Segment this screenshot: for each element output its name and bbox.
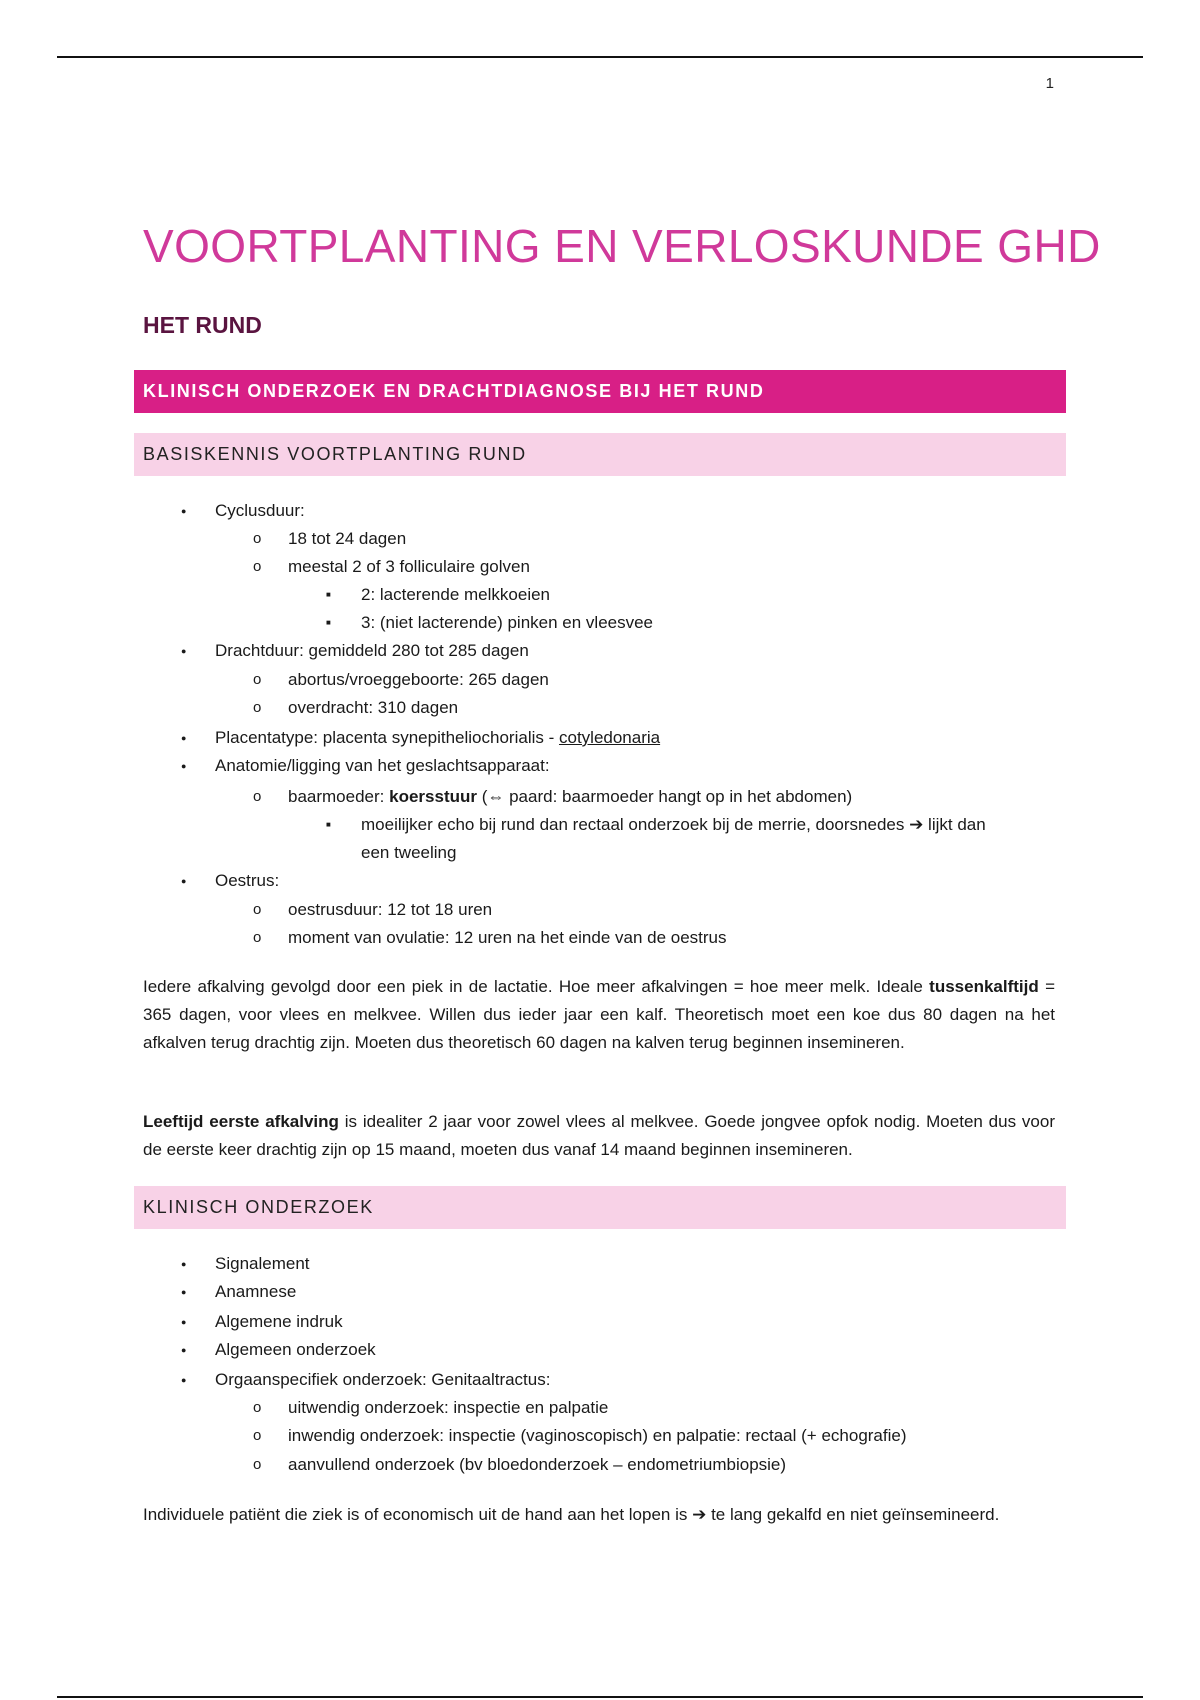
list-item-wave-3: ■ 3: (niet lacterende) pinken en vleesvee [361, 613, 653, 633]
header-rule [57, 56, 1143, 58]
paragraph-closing [143, 1501, 1055, 1529]
arrow-right-icon: ➔ [909, 815, 924, 834]
subsection-heading-basiskennis: BASISKENNIS VOORTPLANTING RUND [134, 433, 1066, 476]
list-item-abortus: o abortus/vroeggeboorte: 265 dagen [288, 670, 549, 690]
list-item-anatomie: ● Anatomie/ligging van het geslachtsapparaat: [215, 756, 550, 776]
para2-bold: Leeftijd eerste afkalving [143, 1112, 339, 1131]
list-item-aanvullend: o aanvullend onderzoek (bv bloedonderzoek – endometriumbiopsie) [288, 1455, 786, 1475]
list-item-algemene-indruk: ● Algemene indruk [215, 1312, 343, 1332]
baarmoeder-bold: koersstuur [389, 787, 477, 806]
document-title: VOORTPLANTING EN VERLOSKUNDE GHD [143, 220, 1101, 272]
list-item-algemeen-onderzoek: ● Algemeen onderzoek [215, 1340, 376, 1360]
para2-text: is idealiter 2 jaar voor zowel vlees al melkvee. Goede jongvee opfok nodig. Moeten dus voor de eerste keer drachtig zijn op 15 maand, moeten dus vanaf 14 maand beginnen insemineren. [143, 1112, 1055, 1159]
arrow-right-icon: ➔ [692, 1505, 707, 1524]
placenta-underlined: cotyledonaria [558, 728, 661, 747]
placenta-prefix: Placentatype: placenta synepitheliochorialis - [215, 728, 559, 747]
closing-text-a: Individuele patiënt die ziek is of economisch uit de hand aan het lopen is [143, 1505, 693, 1524]
list-item-overdracht: o overdracht: 310 dagen [288, 698, 458, 718]
paragraph-tussenkalftijd [143, 973, 1055, 1057]
list-item-inwendig: o inwendig onderzoek: inspectie (vaginoscopisch) en palpatie: rectaal (+ echografie) [288, 1426, 907, 1446]
list-item-cyclus-waves: o meestal 2 of 3 folliculaire golven [288, 557, 530, 577]
baarmoeder-suffix: (⇔ paard: baarmoeder hangt op in het abdomen) [477, 787, 853, 806]
para1-bold: tussenkalftijd [929, 977, 1039, 996]
echo-line1: moeilijker echo bij rund dan rectaal onderzoek bij de merrie, doorsnedes [361, 815, 910, 834]
section-banner: KLINISCH ONDERZOEK EN DRACHTDIAGNOSE BIJ HET RUND [134, 370, 1066, 413]
list-item-oestrus: ● Oestrus: [215, 871, 279, 891]
subsection-heading-klinisch: KLINISCH ONDERZOEK [134, 1186, 1066, 1229]
list-item-signalement: ● Signalement [215, 1254, 310, 1274]
baarmoeder-prefix: baarmoeder: [288, 787, 390, 806]
echo-line1-end: lijkt dan [923, 815, 986, 834]
list-item-baarmoeder [288, 787, 852, 807]
document-subtitle: HET RUND [143, 312, 262, 338]
list-item-cyclus-duration: o 18 tot 24 dagen [288, 529, 406, 549]
para1-text-a: Iedere afkalving gevolgd door een piek in de lactatie. Hoe meer afkalvingen = hoe meer melk. Ideale [143, 977, 930, 996]
list-item-ovulatie: o moment van ovulatie: 12 uren na het einde van de oestrus [288, 928, 727, 948]
list-item-anamnese: ● Anamnese [215, 1282, 296, 1302]
list-item-echo-continued: een tweeling [361, 843, 457, 862]
list-item-wave-2: ■ 2: lacterende melkkoeien [361, 585, 550, 605]
list-item-uitwendig: o uitwendig onderzoek: inspectie en palpatie [288, 1398, 608, 1418]
list-item-oestrusduur: o oestrusduur: 12 tot 18 uren [288, 900, 492, 920]
paragraph-leeftijd [143, 1108, 1055, 1164]
list-item-orgaanspecifiek: ● Orgaanspecifiek onderzoek: Genitaaltractus: [215, 1370, 550, 1390]
list-item-cyclusduur: ● Cyclusduur: [215, 501, 305, 521]
page-number: 1 [1045, 75, 1054, 92]
footer-rule [57, 1696, 1143, 1698]
para1-text-b: = 365 dagen, voor vlees en melkvee. Willen dus ieder jaar een kalf. Theoretisch moet een koe dus 80 dagen na het afkalven terug drachtig zijn. Moeten dus theoretisch 60 dagen na kalven terug beginnen insemineren. [143, 977, 1055, 1052]
list-item-drachtduur: ● Drachtduur: gemiddeld 280 tot 285 dagen [215, 641, 529, 661]
list-item-echo [361, 815, 986, 835]
list-item-placentatype [215, 728, 660, 748]
closing-text-b: te lang gekalfd en niet geïnsemineerd. [706, 1505, 1000, 1524]
